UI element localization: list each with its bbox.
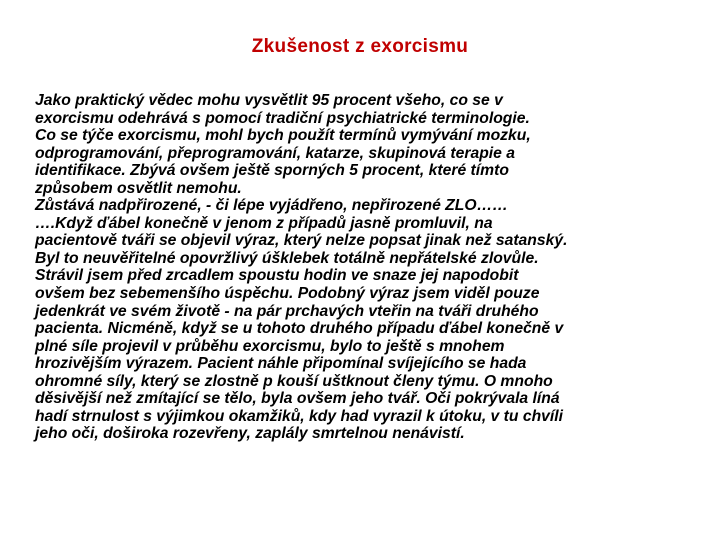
body-line: odprogramování, přeprogramování, katarze, skupinová terapie a — [35, 144, 516, 162]
body-line: způsobem osvětlit nemohu. — [35, 179, 242, 197]
slide-title: Zkušenost z exorcismu — [251, 36, 469, 57]
body-line: exorcismu odehrává s pomocí tradiční psychiatrické terminologie. — [35, 109, 530, 127]
body-line: Jako praktický vědec mohu vysvětlit 95 procent všeho, co se v — [35, 92, 503, 109]
body-line: pacientově tváři se objevil výraz, který nelze popsat jinak než satanský. — [35, 232, 568, 250]
body-line: hrozivějším výrazem. Pacient náhle připomínal svíjejícího se hada — [35, 355, 527, 373]
body-line: plné síle projevil v průběhu exorcismu, bylo to ještě s mnohem — [35, 337, 505, 355]
body-line: ….Když ďábel konečně v jenom z případů jasně promluvil, na — [35, 214, 493, 232]
body-line: jeho oči, doširoka rozevřeny, zaplály smrtelnou nenávistí. — [35, 425, 465, 443]
body-line: Co se týče exorcismu, mohl bych použít termínů vymývání mozku, — [35, 127, 531, 145]
body-line: Byl to neuvěřitelné opovržlivý úšklebek totálně nepřátelské zlovůle. — [35, 249, 539, 267]
body-line: Zůstává nadpřirozené, - či lépe vyjádřeno, nepřirozené ZLO…… — [35, 197, 509, 215]
body-line: děsivější než zmítající se tělo, byla ovšem jeho tvář. Oči pokrývala líná — [35, 390, 560, 408]
body-line: hadí strnulost s výjimkou okamžiků, kdy had vyrazil k útoku, v tu chvíli — [35, 407, 563, 425]
body-line: ovšem bez sebemenšího úspěchu. Podobný výraz jsem viděl pouze — [35, 285, 540, 303]
body-line: pacienta. Nicméně, když se u tohoto druhého případu ďábel konečně v — [35, 320, 564, 338]
body-line: ohromné síly, který se zlostně p kouší uštknout členy týmu. O mnoho — [35, 372, 553, 390]
body-line: identifikace. Zbývá ovšem ještě sporných 5 procent, které tímto — [35, 162, 509, 180]
body-line: jedenkrát ve svém životě - na pár prchavých vteřin na tváři druhého — [35, 302, 539, 320]
body-line: Strávil jsem před zrcadlem spoustu hodin ve snaze jej napodobit — [35, 267, 519, 285]
slide-body-text — [35, 92, 720, 443]
